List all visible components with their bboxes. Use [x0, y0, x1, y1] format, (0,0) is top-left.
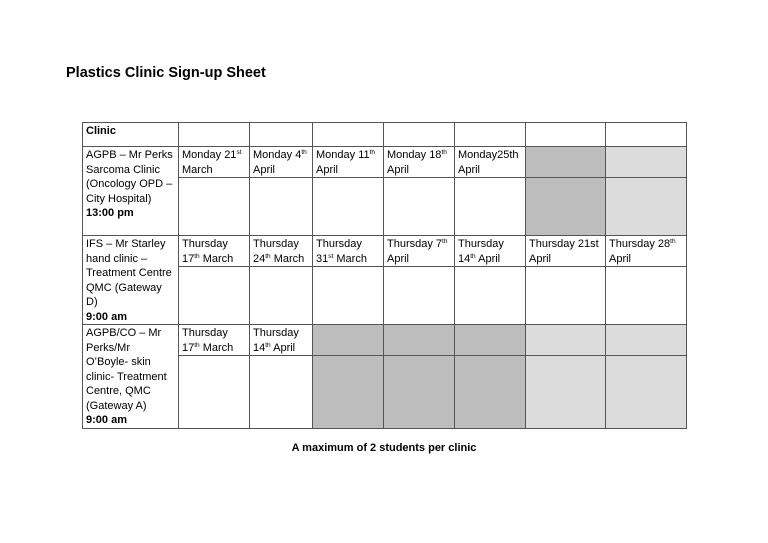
clinic-row-date: [83, 147, 687, 178]
capacity-note: A maximum of 2 students per clinic: [291, 442, 477, 454]
unavailable-cell: [606, 325, 687, 356]
date-cell: Thursday 17th March: [179, 325, 250, 356]
clinic-name: AGPB/CO – Mr Perks/Mr O’Boyle- skin clinic- Treatment Centre, QMC (Gateway A): [86, 327, 167, 412]
unavailable-cell: [455, 325, 526, 356]
date-cell: Monday 4th April: [250, 147, 313, 178]
signup-cell[interactable]: [455, 178, 526, 236]
date-cell: Thursday 21st April: [526, 236, 606, 267]
date-cell: Thursday 17th March: [179, 236, 250, 267]
date-cell: Monday 21st March: [179, 147, 250, 178]
date-cell: Thursday 14th April: [455, 236, 526, 267]
date-cell: Thursday 24th March: [250, 236, 313, 267]
signup-cell[interactable]: [179, 178, 250, 236]
signup-table: [82, 122, 687, 429]
signup-cell[interactable]: [250, 356, 313, 428]
date-cell: Thursday 7th April: [384, 236, 455, 267]
empty-cell: [313, 123, 384, 147]
unavailable-cell: [526, 356, 606, 428]
date-cell: Thursday 31st March: [313, 236, 384, 267]
unavailable-cell: [313, 325, 384, 356]
header-row: [83, 123, 687, 147]
unavailable-cell: [606, 356, 687, 428]
clinic-name-cell: [83, 147, 179, 236]
signup-cell[interactable]: [313, 267, 384, 325]
empty-cell: [384, 123, 455, 147]
unavailable-cell: [526, 325, 606, 356]
clinic-time: 9:00 am: [86, 310, 127, 323]
unavailable-cell: [526, 178, 606, 236]
clinic-name: IFS – Mr Starley hand clinic – Treatment Centre QMC (Gateway D): [86, 238, 172, 308]
clinic-name: AGPB – Mr Perks Sarcoma Clinic (Oncology OPD – City Hospital): [86, 149, 173, 205]
unavailable-cell: [606, 147, 687, 178]
date-cell: Monday 11th April: [313, 147, 384, 178]
signup-cell[interactable]: [606, 267, 687, 325]
unavailable-cell: [384, 356, 455, 428]
date-cell: Monday 18th April: [384, 147, 455, 178]
date-cell: Monday25th April: [455, 147, 526, 178]
clinic-name-cell: [83, 325, 179, 429]
signup-cell[interactable]: [250, 267, 313, 325]
signup-cell[interactable]: [250, 178, 313, 236]
empty-cell: [606, 123, 687, 147]
clinic-time: 13:00 pm: [86, 207, 134, 219]
clinic-header: Clinic: [83, 123, 179, 147]
empty-cell: [455, 123, 526, 147]
unavailable-cell: [526, 147, 606, 178]
date-cell: Thursday 28th April: [606, 236, 687, 267]
clinic-row-date: [83, 236, 687, 267]
signup-cell[interactable]: [179, 356, 250, 428]
signup-cell[interactable]: [526, 267, 606, 325]
empty-cell: [179, 123, 250, 147]
empty-cell: [250, 123, 313, 147]
signup-cell[interactable]: [384, 267, 455, 325]
signup-cell[interactable]: [455, 267, 526, 325]
unavailable-cell: [606, 178, 687, 236]
clinic-row-date: [83, 325, 687, 356]
unavailable-cell: [384, 325, 455, 356]
date-cell: Thursday 14th April: [250, 325, 313, 356]
signup-cell[interactable]: [384, 178, 455, 236]
unavailable-cell: [313, 356, 384, 428]
signup-cell[interactable]: [179, 267, 250, 325]
empty-cell: [526, 123, 606, 147]
page-title: Plastics Clinic Sign-up Sheet: [66, 65, 266, 81]
clinic-name-cell: [83, 236, 179, 325]
clinic-time: 9:00 am: [86, 414, 127, 426]
unavailable-cell: [455, 356, 526, 428]
signup-cell[interactable]: [313, 178, 384, 236]
